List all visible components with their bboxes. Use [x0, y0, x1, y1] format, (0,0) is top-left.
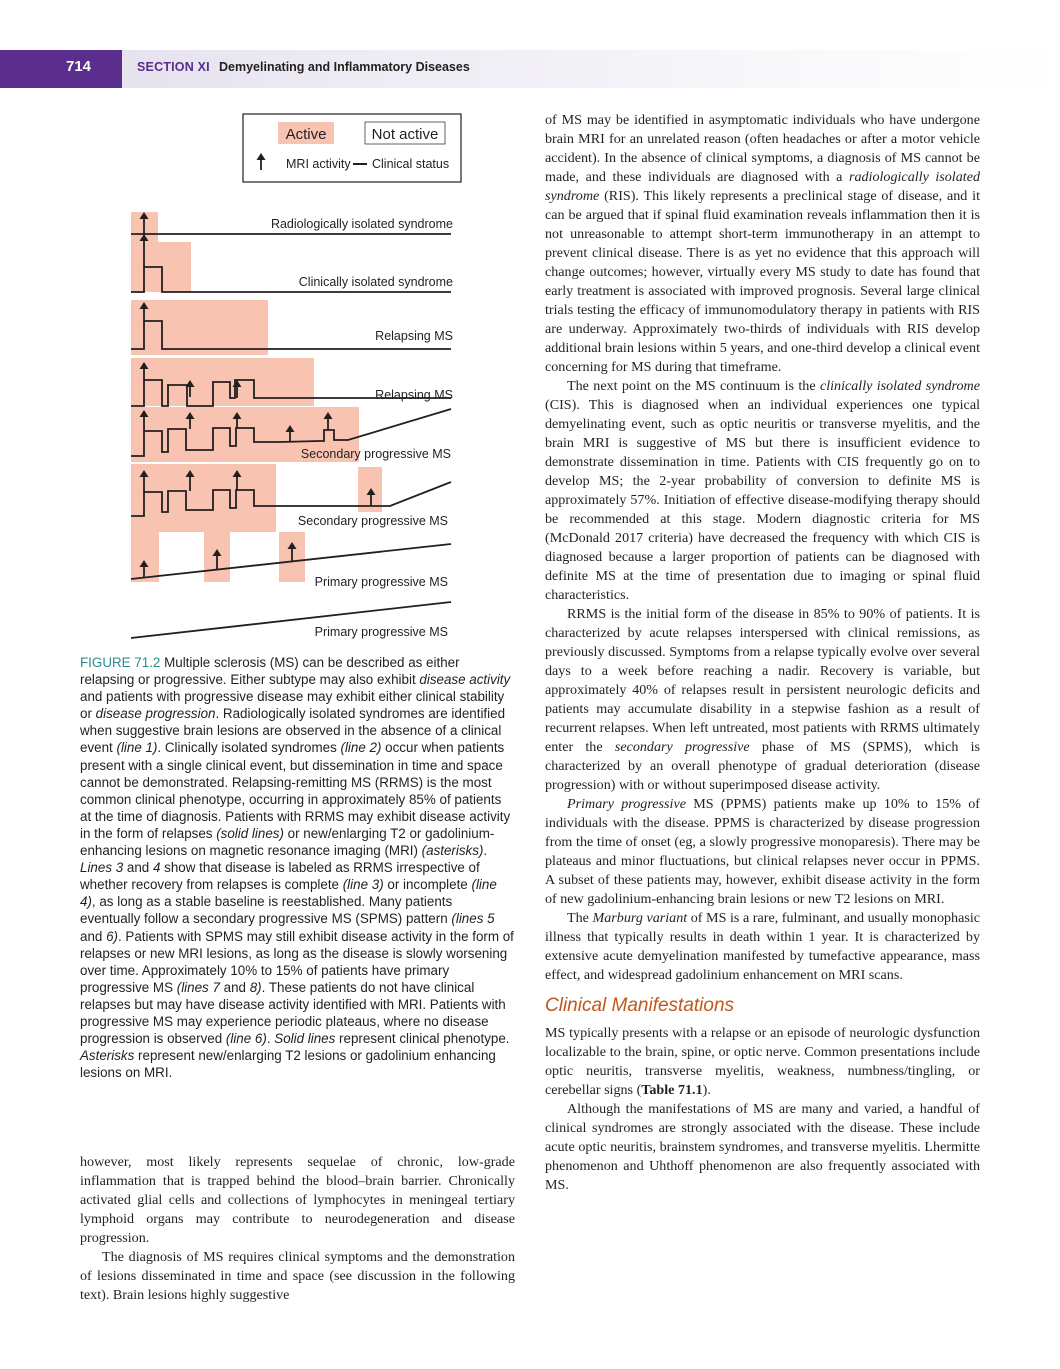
caption-segment: disease activity: [419, 672, 511, 688]
caption-text: [80, 655, 514, 1080]
caption-segment: (line 1): [116, 740, 158, 756]
caption-segment: represent clinical phenotype.: [335, 1031, 510, 1047]
caption-segment: (line 3): [342, 877, 384, 893]
caption-segment: (lines 7: [176, 979, 220, 995]
caption-segment: (line 6): [225, 1031, 267, 1047]
caption-segment: (line 4): [80, 877, 497, 910]
paragraph-segment: RRMS is the initial form of the disease in 85% to 90% of patients. It is characterized by acute relapses interspersed with clinical remissions, as previously discussed. Symptoms from a relapse typically evolve over several days to a week before reaching a nadir. Recovery is variable, but approximately 40% of relapses result in persistent neurologic deficits and patients may accumulate disability in a stepwise fashion as a result of recurrent relapses. When left untreated, most patients with RRMS ultimately enter the: [545, 606, 980, 755]
caption-segment: .: [266, 1031, 275, 1047]
legend-mri-activity-label: MRI activity: [286, 157, 351, 171]
paragraph-segment: Although the manifestations of MS are many and varied, a handful of clinical syndromes are strongly associated with the disease. These include acute optic neuritis, brainstem syndromes, and transverse myelitis. Lhermitte phenomenon and Uhthoff phenomenon are also frequently associated with MS.: [545, 1101, 980, 1193]
body-paragraph: [545, 1100, 980, 1195]
running-header: [0, 0, 1060, 92]
body-paragraph: [80, 1248, 515, 1305]
paragraph-segment: clinically isolated syndrome: [819, 378, 980, 394]
caption-segment: show that disease is labeled as RRMS irrespective of whether recovery from relapses is complete: [80, 860, 480, 893]
caption-segment: and patients with progressive disease may exhibit either clinical stability or: [80, 689, 505, 722]
caption-segment: and: [123, 860, 153, 876]
caption-segment: 4: [152, 860, 161, 876]
paragraph-segment: of MS is a rare, fulminant, and usually monophasic illness that typically results in death within 1 year. It is characterized by extensive acute demyelination manifested by tumefactive appearance, mass effect, and widespread gadolinium enhancement on MRI scans.: [545, 910, 981, 983]
left-column-body: [80, 1153, 515, 1305]
body-paragraph: [80, 1153, 515, 1248]
caption-segment: Asterisks: [80, 1048, 135, 1064]
legend-not-active-label: Not active: [371, 126, 439, 143]
figure-caption: [80, 654, 516, 1081]
paragraph-segment: (RIS). This likely represents a preclinical stage of disease, and it can be argued that if spinal fluid examination reveals inflammation then it is not unreasonable to attempt short-term immunotherapy in an attempt to prevent clinical disease. There is as yet no evidence that this approach will change outcomes; however, virtually every MS study to date has found that early treatment is associated with improved prognosis. Several large clinical trials testing the efficacy of immunomodulatory therapy in patients with RIS are underway. Approximately two-thirds of individuals with RIS develop additional brain lesions within 5 years, and one-third develop a clinical event concerning for MS during that timeframe.: [545, 188, 980, 375]
caption-segment: (solid lines): [216, 825, 284, 841]
section-label: SECTION XI: [137, 60, 210, 74]
paragraph-segment: Marburg variant: [592, 910, 688, 926]
caption-segment: , as long as a stable baseline is reestablished. Many patients eventually follow a secondary progressive MS (SPMS) pattern: [80, 894, 453, 927]
paragraph-segment: radiologically isolated syndrome: [545, 169, 980, 204]
caption-segment: disease progression: [95, 706, 216, 722]
paragraph-segment: of MS may be identified in asymptomatic individuals who have undergone brain MRI for an unrelated reason (often headaches or after a motor vehicle accident). In the absence of clinical symptoms, a diagnosis of MS cannot be made, and these individuals are diagnosed with a: [545, 112, 980, 185]
paragraph-segment: Primary progressive: [567, 796, 686, 812]
row-label: Relapsing MS: [375, 329, 453, 343]
caption-segment: Solid lines: [274, 1031, 336, 1047]
body-paragraph: [545, 909, 980, 985]
paragraph-segment: MS typically presents with a relapse or an episode of neurologic dysfunction localizable to the brain, spine, or optic nerve. Common presentations include optic neuritis, transverse myelitis, weakness, numbness/tingling, or cerebellar signs (: [545, 1025, 980, 1098]
row-label: Primary progressive MS: [314, 625, 448, 639]
active-period-shade: [131, 532, 159, 582]
caption-segment: occur when patients present with a single clinical event, but dissemination in time and space cannot be demonstrated. Relapsing-remitting MS (RRMS) is the most common clinical phenotype, occurring in approximately 85% of patients at the time of diagnosis. Patients with RRMS may exhibit disease activity in the form of relapses: [80, 740, 511, 841]
paragraph-segment: Table 71.1: [641, 1082, 703, 1098]
caption-segment: 6): [106, 928, 118, 944]
paragraph-segment: however, most likely represents sequelae of chronic, low-grade inflammation that is trapped behind the blood–brain barrier. Chronically activated glial cells and collections of lymphocytes in meningeal tertiary lymphoid organs may contribute to neurodegeneration and disease progression.: [80, 1154, 515, 1246]
paragraph-segment: MS (PPMS) patients make up 10% to 15% of individuals with the disease. PPMS is characterized by disease progression from the time of onset (eg, a slowly progressive monoparesis). There may be plateaus and minor fluctuations, but clinical relapses never occur in PPMS. A subset of these patients may, however, exhibit disease activity in the form of new gadolinium-enhancing brain lesions or new T2 lesions on MRI.: [545, 796, 980, 907]
body-paragraph: [545, 1024, 980, 1100]
figure-71-2: [120, 112, 520, 652]
row-label: Clinically isolated syndrome: [298, 275, 453, 289]
mri-activity-arrow-icon: [257, 153, 266, 170]
caption-segment: Multiple sclerosis (MS) can be described as either relapsing or progressive. Either subtype may also exhibit: [80, 655, 460, 688]
row-label: Secondary progressive MS: [300, 447, 451, 461]
caption-segment: represent new/enlarging T2 lesions or gadolinium enhancing lesions on MRI.: [80, 1048, 496, 1081]
paragraph-segment: The diagnosis of MS requires clinical symptoms and the demonstration of lesions disseminated in time and space (see discussion in the following text). Brain lesions highly suggestive: [80, 1249, 515, 1303]
caption-segment: .: [483, 843, 488, 859]
row-label: Relapsing MS: [375, 388, 453, 402]
paragraph-segment: secondary progressive: [614, 739, 750, 755]
caption-segment: (asterisks): [421, 843, 484, 859]
caption-segment: 8): [249, 979, 262, 995]
section-heading: Clinical Manifestations: [545, 995, 735, 1016]
row-label: Radiologically isolated syndrome: [270, 217, 453, 231]
caption-segment: and: [219, 979, 250, 995]
caption-segment: (line 2): [340, 740, 382, 756]
active-period-shade: [131, 300, 268, 355]
paragraph-segment: The next point on the MS continuum is the: [567, 378, 820, 394]
row-label: Primary progressive MS: [314, 575, 448, 589]
figure-diagram: [120, 112, 520, 652]
caption-segment: . Patients with SPMS may still exhibit disease activity in the form of relapses or new MRI lesions, as long as the disease is slowly worsening over time. Approximately 10% to 15% of patients have primary progressive MS: [80, 928, 514, 995]
paragraph-segment: The: [567, 910, 593, 926]
caption-segment: . Clinically isolated syndromes: [157, 740, 341, 756]
caption-segment: . These patients do not have clinical relapses but may have disease activity identified with MRI. Patients with progressive MS may experience periodic plateaus, where no disease progression is observed: [80, 979, 506, 1047]
body-paragraph: [545, 377, 980, 605]
body-paragraph: [545, 605, 980, 795]
caption-segment: and: [80, 928, 107, 944]
diagram-rows: [131, 212, 453, 639]
body-paragraph: [545, 795, 980, 909]
paragraph-segment: (CIS). This is diagnosed when an individual experiences one typical demyelinating event, such as optic neuritis or transverse myelitis, and the brain MRI is suggestive of MS but there is insufficient evidence to demonstrate dissemination in time. Patients with CIS frequently go on to develop MS; the 2-year probability of conversion to definite MS is approximately 57%. Initiation of effective disease-modifying therapy should be recommended at this stage. Modern diagnostic criteria for MS (McDonald 2017 criteria) have decreased the frequency with which CIS is diagnosed because a larger proportion of patients can be diagnosed with definite MS at the time of presentation due to imaging or spinal fluid characteristics.: [545, 397, 980, 603]
right-column-body: [545, 111, 980, 1195]
legend: [243, 114, 461, 182]
caption-segment: Lines 3: [80, 860, 124, 876]
caption-segment: (lines 5: [451, 911, 495, 927]
paragraph-segment: ).: [702, 1082, 711, 1098]
caption-segment: . Radiologically isolated syndromes are identified when suggestive brain lesions are observed in the absence of a clinical event: [80, 706, 506, 756]
section-title: Demyelinating and Inflammatory Diseases: [219, 60, 470, 74]
figure-label: FIGURE 71.2: [80, 655, 161, 670]
legend-clinical-status-label: Clinical status: [372, 157, 450, 171]
row-label: Secondary progressive MS: [297, 514, 448, 528]
body-paragraph: [545, 111, 980, 377]
caption-segment: or new/enlarging T2 or gadolinium-enhancing lesions on magnetic resonance imaging (MRI): [80, 825, 495, 859]
page-number-box: [0, 50, 122, 88]
legend-active-label: Active: [285, 126, 327, 143]
page-number: 714: [66, 58, 92, 75]
caption-segment: or incomplete: [383, 877, 472, 893]
paragraph-segment: phase of MS (SPMS), which is characterized by an overall phenotype of gradual deterioration (disease progression) with or without superimposed disease activity.: [545, 739, 980, 793]
